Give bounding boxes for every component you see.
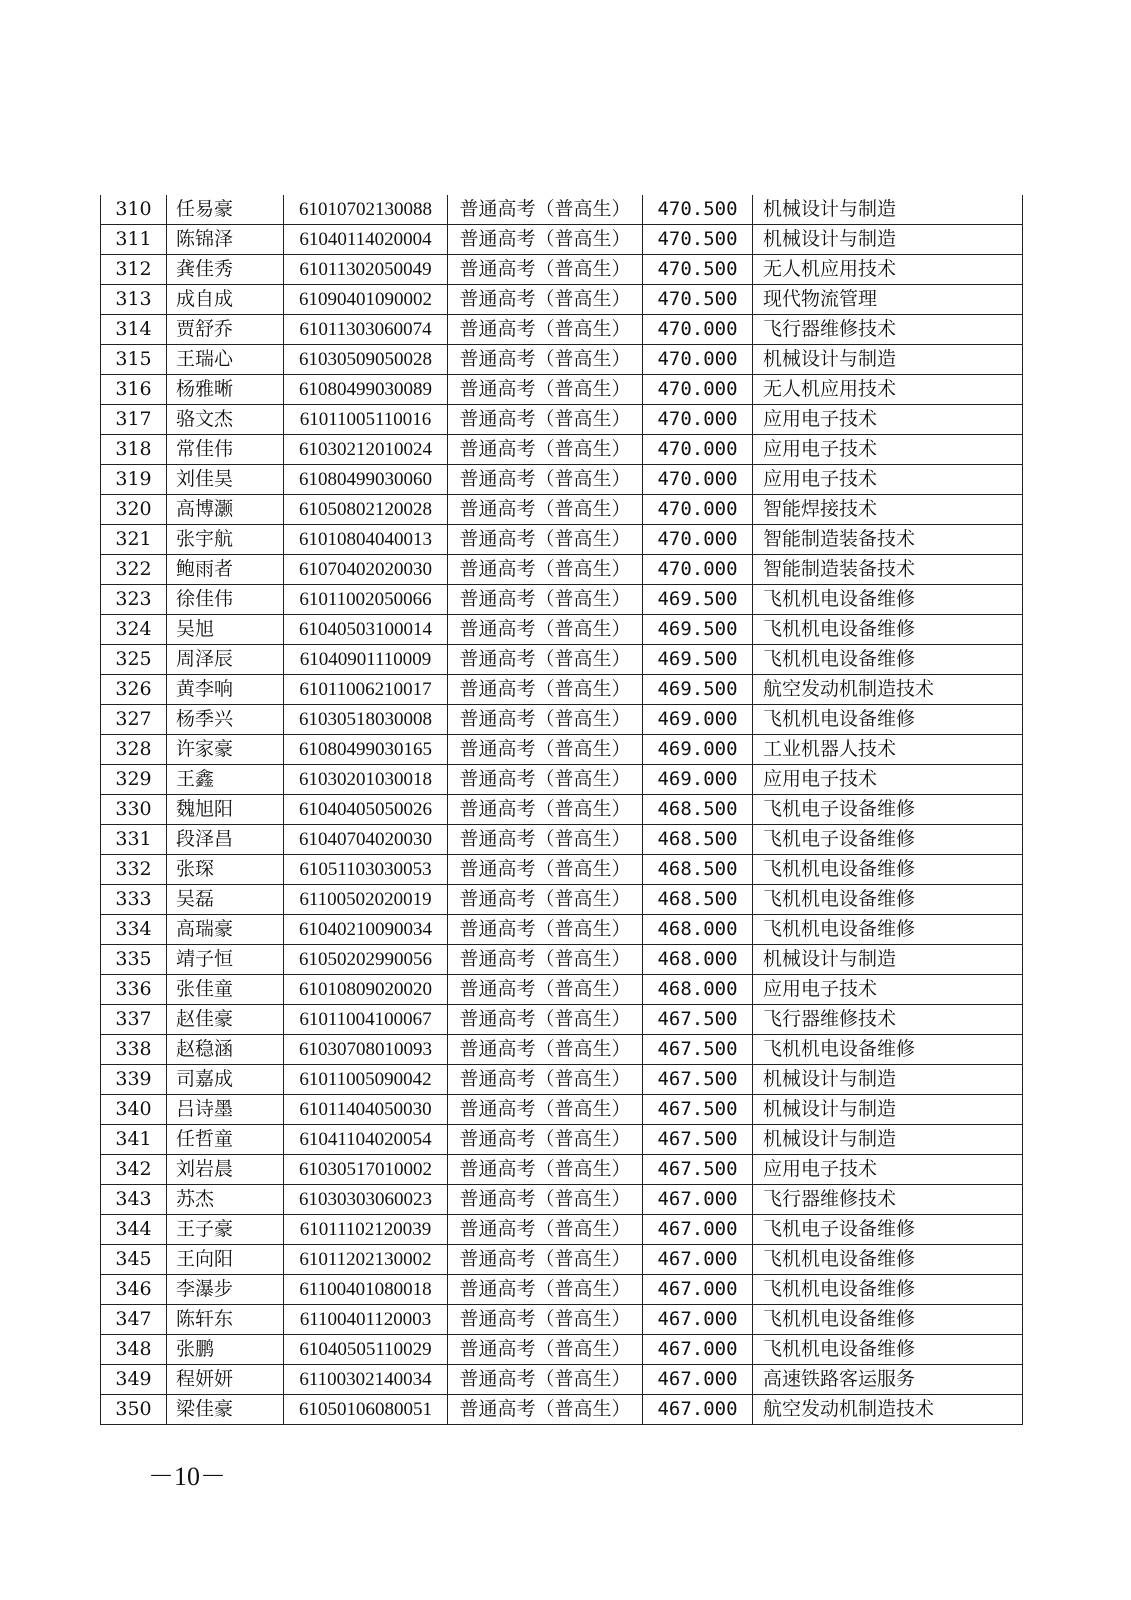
- major-cell: 机械设计与制造: [753, 195, 1023, 225]
- score-cell: 470.000: [643, 435, 753, 465]
- score-cell: 470.000: [643, 375, 753, 405]
- student-name-cell: 陈锦泽: [167, 225, 284, 255]
- table-row: [101, 765, 1023, 795]
- table-row: [101, 1095, 1023, 1125]
- admission-type-cell: 普通高考（普高生）: [448, 1215, 643, 1245]
- admission-type-cell: 普通高考（普高生）: [448, 1125, 643, 1155]
- admission-roster-table: [100, 195, 1023, 1425]
- table-row: [101, 345, 1023, 375]
- exam-id-cell: 61080499030060: [284, 465, 448, 495]
- major-cell: 智能制造装备技术: [753, 555, 1023, 585]
- major-cell: 机械设计与制造: [753, 945, 1023, 975]
- exam-id-cell: 61011102120039: [284, 1215, 448, 1245]
- admission-type-cell: 普通高考（普高生）: [448, 495, 643, 525]
- score-cell: 470.000: [643, 315, 753, 345]
- exam-id-cell: 61011404050030: [284, 1095, 448, 1125]
- row-number-cell: 329: [101, 765, 167, 795]
- student-name-cell: 刘佳昊: [167, 465, 284, 495]
- major-cell: 飞机机电设备维修: [753, 1335, 1023, 1365]
- row-number-cell: 317: [101, 405, 167, 435]
- student-name-cell: 高博灏: [167, 495, 284, 525]
- admission-type-cell: 普通高考（普高生）: [448, 795, 643, 825]
- major-cell: 应用电子技术: [753, 465, 1023, 495]
- exam-id-cell: 61010809020020: [284, 975, 448, 1005]
- table-row: [101, 825, 1023, 855]
- major-cell: 飞机电子设备维修: [753, 1215, 1023, 1245]
- row-number-cell: 312: [101, 255, 167, 285]
- exam-id-cell: 61040503100014: [284, 615, 448, 645]
- exam-id-cell: 61030201030018: [284, 765, 448, 795]
- major-cell: 航空发动机制造技术: [753, 675, 1023, 705]
- admission-type-cell: 普通高考（普高生）: [448, 1245, 643, 1275]
- row-number-cell: 315: [101, 345, 167, 375]
- score-cell: 468.000: [643, 945, 753, 975]
- table-row: [101, 195, 1023, 225]
- table-row: [101, 225, 1023, 255]
- score-cell: 469.000: [643, 735, 753, 765]
- table-row: [101, 915, 1023, 945]
- admission-type-cell: 普通高考（普高生）: [448, 615, 643, 645]
- row-number-cell: 313: [101, 285, 167, 315]
- exam-id-cell: 61080499030089: [284, 375, 448, 405]
- score-cell: 467.500: [643, 1095, 753, 1125]
- admission-type-cell: 普通高考（普高生）: [448, 1005, 643, 1035]
- table-row: [101, 1245, 1023, 1275]
- student-name-cell: 鲍雨者: [167, 555, 284, 585]
- exam-id-cell: 61051103030053: [284, 855, 448, 885]
- row-number-cell: 310: [101, 195, 167, 225]
- exam-id-cell: 61050202990056: [284, 945, 448, 975]
- major-cell: 无人机应用技术: [753, 255, 1023, 285]
- row-number-cell: 331: [101, 825, 167, 855]
- exam-id-cell: 61070402020030: [284, 555, 448, 585]
- major-cell: 应用电子技术: [753, 405, 1023, 435]
- exam-id-cell: 61030303060023: [284, 1185, 448, 1215]
- score-cell: 470.500: [643, 285, 753, 315]
- table-row: [101, 585, 1023, 615]
- table-row: [101, 255, 1023, 285]
- row-number-cell: 330: [101, 795, 167, 825]
- row-number-cell: 344: [101, 1215, 167, 1245]
- major-cell: 飞机电子设备维修: [753, 825, 1023, 855]
- student-name-cell: 刘岩晨: [167, 1155, 284, 1185]
- exam-id-cell: 61011005090042: [284, 1065, 448, 1095]
- admission-type-cell: 普通高考（普高生）: [448, 1335, 643, 1365]
- admission-type-cell: 普通高考（普高生）: [448, 285, 643, 315]
- row-number-cell: 335: [101, 945, 167, 975]
- score-cell: 467.500: [643, 1035, 753, 1065]
- row-number-cell: 332: [101, 855, 167, 885]
- exam-id-cell: 61011005110016: [284, 405, 448, 435]
- admission-type-cell: 普通高考（普高生）: [448, 765, 643, 795]
- admission-type-cell: 普通高考（普高生）: [448, 885, 643, 915]
- table-row: [101, 735, 1023, 765]
- major-cell: 无人机应用技术: [753, 375, 1023, 405]
- student-name-cell: 龚佳秀: [167, 255, 284, 285]
- exam-id-cell: 61100502020019: [284, 885, 448, 915]
- admission-type-cell: 普通高考（普高生）: [448, 1395, 643, 1425]
- table-row: [101, 885, 1023, 915]
- score-cell: 467.500: [643, 1065, 753, 1095]
- admission-type-cell: 普通高考（普高生）: [448, 705, 643, 735]
- row-number-cell: 323: [101, 585, 167, 615]
- student-name-cell: 王鑫: [167, 765, 284, 795]
- admission-type-cell: 普通高考（普高生）: [448, 1035, 643, 1065]
- score-cell: 467.500: [643, 1005, 753, 1035]
- major-cell: 应用电子技术: [753, 1155, 1023, 1185]
- student-name-cell: 赵佳豪: [167, 1005, 284, 1035]
- major-cell: 飞行器维修技术: [753, 1005, 1023, 1035]
- exam-id-cell: 61080499030165: [284, 735, 448, 765]
- exam-id-cell: 61040505110029: [284, 1335, 448, 1365]
- admission-type-cell: 普通高考（普高生）: [448, 945, 643, 975]
- row-number-cell: 321: [101, 525, 167, 555]
- exam-id-cell: 61090401090002: [284, 285, 448, 315]
- table-row: [101, 555, 1023, 585]
- exam-id-cell: 61040114020004: [284, 225, 448, 255]
- exam-id-cell: 61050106080051: [284, 1395, 448, 1425]
- table-row: [101, 315, 1023, 345]
- table-row: [101, 645, 1023, 675]
- major-cell: 航空发动机制造技术: [753, 1395, 1023, 1425]
- exam-id-cell: 61100401080018: [284, 1275, 448, 1305]
- row-number-cell: 347: [101, 1305, 167, 1335]
- exam-id-cell: 61011303060074: [284, 315, 448, 345]
- row-number-cell: 349: [101, 1365, 167, 1395]
- admission-type-cell: 普通高考（普高生）: [448, 555, 643, 585]
- table-row: [101, 1395, 1023, 1425]
- student-name-cell: 梁佳豪: [167, 1395, 284, 1425]
- row-number-cell: 342: [101, 1155, 167, 1185]
- major-cell: 智能焊接技术: [753, 495, 1023, 525]
- exam-id-cell: 61011302050049: [284, 255, 448, 285]
- score-cell: 468.500: [643, 825, 753, 855]
- student-name-cell: 徐佳伟: [167, 585, 284, 615]
- score-cell: 470.000: [643, 405, 753, 435]
- admission-type-cell: 普通高考（普高生）: [448, 315, 643, 345]
- row-number-cell: 343: [101, 1185, 167, 1215]
- table-row: [101, 1125, 1023, 1155]
- row-number-cell: 350: [101, 1395, 167, 1425]
- admission-type-cell: 普通高考（普高生）: [448, 195, 643, 225]
- major-cell: 飞机机电设备维修: [753, 1275, 1023, 1305]
- exam-id-cell: 61030518030008: [284, 705, 448, 735]
- admission-type-cell: 普通高考（普高生）: [448, 225, 643, 255]
- admission-type-cell: 普通高考（普高生）: [448, 345, 643, 375]
- score-cell: 467.000: [643, 1185, 753, 1215]
- student-name-cell: 周泽辰: [167, 645, 284, 675]
- exam-id-cell: 61010804040013: [284, 525, 448, 555]
- student-name-cell: 张佳童: [167, 975, 284, 1005]
- student-name-cell: 常佳伟: [167, 435, 284, 465]
- table-row: [101, 1155, 1023, 1185]
- table-row: [101, 975, 1023, 1005]
- score-cell: 470.000: [643, 525, 753, 555]
- major-cell: 飞机机电设备维修: [753, 1305, 1023, 1335]
- student-name-cell: 张宇航: [167, 525, 284, 555]
- admission-type-cell: 普通高考（普高生）: [448, 1365, 643, 1395]
- major-cell: 应用电子技术: [753, 765, 1023, 795]
- score-cell: 469.500: [643, 615, 753, 645]
- major-cell: 飞机电子设备维修: [753, 795, 1023, 825]
- exam-id-cell: 61030509050028: [284, 345, 448, 375]
- exam-id-cell: 61010702130088: [284, 195, 448, 225]
- admission-type-cell: 普通高考（普高生）: [448, 405, 643, 435]
- table-row: [101, 615, 1023, 645]
- score-cell: 467.500: [643, 1125, 753, 1155]
- score-cell: 467.000: [643, 1395, 753, 1425]
- row-number-cell: 348: [101, 1335, 167, 1365]
- row-number-cell: 339: [101, 1065, 167, 1095]
- admission-type-cell: 普通高考（普高生）: [448, 465, 643, 495]
- row-number-cell: 340: [101, 1095, 167, 1125]
- exam-id-cell: 61040405050026: [284, 795, 448, 825]
- score-cell: 468.500: [643, 885, 753, 915]
- table-row: [101, 405, 1023, 435]
- score-cell: 467.000: [643, 1335, 753, 1365]
- exam-id-cell: 61030708010093: [284, 1035, 448, 1065]
- admission-type-cell: 普通高考（普高生）: [448, 1305, 643, 1335]
- score-cell: 470.000: [643, 495, 753, 525]
- student-name-cell: 陈轩东: [167, 1305, 284, 1335]
- table-row: [101, 1035, 1023, 1065]
- row-number-cell: 326: [101, 675, 167, 705]
- score-cell: 467.000: [643, 1365, 753, 1395]
- student-name-cell: 张鹏: [167, 1335, 284, 1365]
- admission-type-cell: 普通高考（普高生）: [448, 915, 643, 945]
- exam-id-cell: 61011004100067: [284, 1005, 448, 1035]
- student-name-cell: 成自成: [167, 285, 284, 315]
- table-row: [101, 465, 1023, 495]
- table-row: [101, 435, 1023, 465]
- student-name-cell: 黄李响: [167, 675, 284, 705]
- major-cell: 应用电子技术: [753, 435, 1023, 465]
- major-cell: 机械设计与制造: [753, 1125, 1023, 1155]
- admission-type-cell: 普通高考（普高生）: [448, 375, 643, 405]
- score-cell: 469.000: [643, 705, 753, 735]
- exam-id-cell: 61011202130002: [284, 1245, 448, 1275]
- student-name-cell: 骆文杰: [167, 405, 284, 435]
- exam-id-cell: 61030212010024: [284, 435, 448, 465]
- table-row: [101, 525, 1023, 555]
- row-number-cell: 336: [101, 975, 167, 1005]
- major-cell: 飞机机电设备维修: [753, 855, 1023, 885]
- major-cell: 飞机机电设备维修: [753, 915, 1023, 945]
- student-name-cell: 靖子恒: [167, 945, 284, 975]
- exam-id-cell: 61011002050066: [284, 585, 448, 615]
- table-row: [101, 285, 1023, 315]
- score-cell: 468.500: [643, 855, 753, 885]
- score-cell: 469.500: [643, 585, 753, 615]
- table-row: [101, 1335, 1023, 1365]
- score-cell: 470.000: [643, 345, 753, 375]
- major-cell: 飞机机电设备维修: [753, 1245, 1023, 1275]
- page-number: －10－: [148, 1462, 227, 1491]
- exam-id-cell: 61100302140034: [284, 1365, 448, 1395]
- row-number-cell: 328: [101, 735, 167, 765]
- table-row: [101, 375, 1023, 405]
- major-cell: 飞机机电设备维修: [753, 585, 1023, 615]
- table-row: [101, 675, 1023, 705]
- admission-type-cell: 普通高考（普高生）: [448, 855, 643, 885]
- admission-type-cell: 普通高考（普高生）: [448, 1185, 643, 1215]
- score-cell: 470.500: [643, 225, 753, 255]
- table-row: [101, 945, 1023, 975]
- table-row: [101, 795, 1023, 825]
- major-cell: 机械设计与制造: [753, 345, 1023, 375]
- admission-type-cell: 普通高考（普高生）: [448, 525, 643, 555]
- row-number-cell: 325: [101, 645, 167, 675]
- row-number-cell: 311: [101, 225, 167, 255]
- admission-type-cell: 普通高考（普高生）: [448, 1065, 643, 1095]
- student-name-cell: 赵稳涵: [167, 1035, 284, 1065]
- admission-type-cell: 普通高考（普高生）: [448, 825, 643, 855]
- table-row: [101, 1275, 1023, 1305]
- row-number-cell: 345: [101, 1245, 167, 1275]
- score-cell: 470.500: [643, 195, 753, 225]
- admission-type-cell: 普通高考（普高生）: [448, 1095, 643, 1125]
- student-name-cell: 王瑞心: [167, 345, 284, 375]
- student-name-cell: 苏杰: [167, 1185, 284, 1215]
- table-row: [101, 1305, 1023, 1335]
- admission-type-cell: 普通高考（普高生）: [448, 435, 643, 465]
- student-name-cell: 吴磊: [167, 885, 284, 915]
- row-number-cell: 337: [101, 1005, 167, 1035]
- row-number-cell: 324: [101, 615, 167, 645]
- major-cell: 智能制造装备技术: [753, 525, 1023, 555]
- student-name-cell: 司嘉成: [167, 1065, 284, 1095]
- student-name-cell: 李瀑步: [167, 1275, 284, 1305]
- admission-type-cell: 普通高考（普高生）: [448, 1275, 643, 1305]
- table-row: [101, 1215, 1023, 1245]
- exam-id-cell: 61041104020054: [284, 1125, 448, 1155]
- student-name-cell: 吴旭: [167, 615, 284, 645]
- exam-id-cell: 61100401120003: [284, 1305, 448, 1335]
- major-cell: 现代物流管理: [753, 285, 1023, 315]
- row-number-cell: 334: [101, 915, 167, 945]
- major-cell: 飞机机电设备维修: [753, 645, 1023, 675]
- major-cell: 工业机器人技术: [753, 735, 1023, 765]
- student-name-cell: 贾舒乔: [167, 315, 284, 345]
- score-cell: 467.000: [643, 1275, 753, 1305]
- exam-id-cell: 61040704020030: [284, 825, 448, 855]
- table-row: [101, 855, 1023, 885]
- row-number-cell: 318: [101, 435, 167, 465]
- score-cell: 469.500: [643, 645, 753, 675]
- row-number-cell: 322: [101, 555, 167, 585]
- score-cell: 467.000: [643, 1245, 753, 1275]
- score-cell: 470.000: [643, 555, 753, 585]
- student-name-cell: 魏旭阳: [167, 795, 284, 825]
- score-cell: 467.500: [643, 1155, 753, 1185]
- exam-id-cell: 61040210090034: [284, 915, 448, 945]
- student-name-cell: 王子豪: [167, 1215, 284, 1245]
- table-row: [101, 1185, 1023, 1215]
- major-cell: 飞行器维修技术: [753, 315, 1023, 345]
- admission-type-cell: 普通高考（普高生）: [448, 675, 643, 705]
- row-number-cell: 341: [101, 1125, 167, 1155]
- major-cell: 飞行器维修技术: [753, 1185, 1023, 1215]
- student-name-cell: 张琛: [167, 855, 284, 885]
- exam-id-cell: 61030517010002: [284, 1155, 448, 1185]
- row-number-cell: 333: [101, 885, 167, 915]
- score-cell: 467.000: [643, 1305, 753, 1335]
- major-cell: 飞机机电设备维修: [753, 615, 1023, 645]
- student-name-cell: 杨雅晰: [167, 375, 284, 405]
- exam-id-cell: 61040901110009: [284, 645, 448, 675]
- table-row: [101, 705, 1023, 735]
- score-cell: 469.000: [643, 765, 753, 795]
- table-row: [101, 1065, 1023, 1095]
- major-cell: 机械设计与制造: [753, 225, 1023, 255]
- score-cell: 468.500: [643, 795, 753, 825]
- row-number-cell: 316: [101, 375, 167, 405]
- table-row: [101, 1365, 1023, 1395]
- major-cell: 高速铁路客运服务: [753, 1365, 1023, 1395]
- row-number-cell: 327: [101, 705, 167, 735]
- major-cell: 飞机机电设备维修: [753, 885, 1023, 915]
- student-name-cell: 任哲童: [167, 1125, 284, 1155]
- admission-type-cell: 普通高考（普高生）: [448, 645, 643, 675]
- major-cell: 机械设计与制造: [753, 1095, 1023, 1125]
- row-number-cell: 314: [101, 315, 167, 345]
- major-cell: 飞机机电设备维修: [753, 1035, 1023, 1065]
- score-cell: 468.000: [643, 915, 753, 945]
- admission-type-cell: 普通高考（普高生）: [448, 735, 643, 765]
- score-cell: 468.000: [643, 975, 753, 1005]
- student-name-cell: 高瑞豪: [167, 915, 284, 945]
- row-number-cell: 346: [101, 1275, 167, 1305]
- student-name-cell: 杨季兴: [167, 705, 284, 735]
- row-number-cell: 338: [101, 1035, 167, 1065]
- row-number-cell: 319: [101, 465, 167, 495]
- student-name-cell: 许家豪: [167, 735, 284, 765]
- score-cell: 469.500: [643, 675, 753, 705]
- score-cell: 467.000: [643, 1215, 753, 1245]
- score-cell: 470.500: [643, 255, 753, 285]
- admission-type-cell: 普通高考（普高生）: [448, 585, 643, 615]
- admission-type-cell: 普通高考（普高生）: [448, 1155, 643, 1185]
- score-cell: 470.000: [643, 465, 753, 495]
- admission-type-cell: 普通高考（普高生）: [448, 975, 643, 1005]
- student-name-cell: 任易豪: [167, 195, 284, 225]
- exam-id-cell: 61011006210017: [284, 675, 448, 705]
- student-name-cell: 吕诗墨: [167, 1095, 284, 1125]
- row-number-cell: 320: [101, 495, 167, 525]
- major-cell: 应用电子技术: [753, 975, 1023, 1005]
- major-cell: 机械设计与制造: [753, 1065, 1023, 1095]
- admission-type-cell: 普通高考（普高生）: [448, 255, 643, 285]
- major-cell: 飞机机电设备维修: [753, 705, 1023, 735]
- student-name-cell: 王向阳: [167, 1245, 284, 1275]
- table-row: [101, 495, 1023, 525]
- table-row: [101, 1005, 1023, 1035]
- student-name-cell: 程妍妍: [167, 1365, 284, 1395]
- exam-id-cell: 61050802120028: [284, 495, 448, 525]
- student-name-cell: 段泽昌: [167, 825, 284, 855]
- roster-body: [101, 195, 1023, 1425]
